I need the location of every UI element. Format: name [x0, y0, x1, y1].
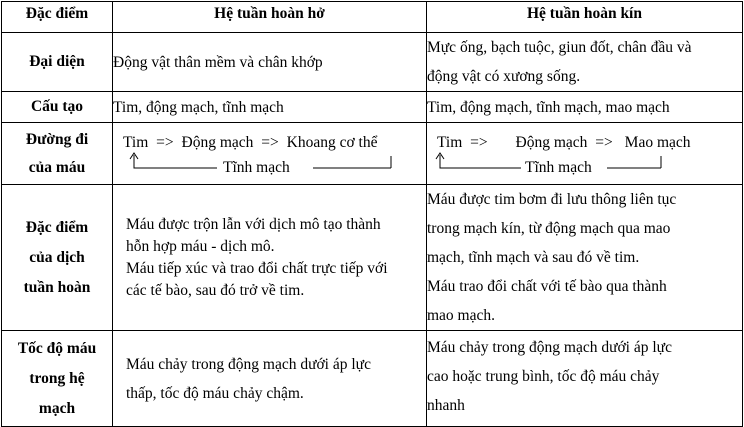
open-circulating-fluid	[113, 185, 427, 331]
header-row	[2, 2, 743, 33]
row-blood-path	[2, 123, 743, 185]
closed-circulating-fluid-line: mao mạch.	[427, 307, 496, 324]
comparison-table	[1, 1, 743, 427]
closed-blood-speed-line: Máu chảy trong động mạch dưới áp lực	[427, 339, 672, 356]
closed-circulating-fluid-line: Máu trao đổi chất với tế bào qua thành	[427, 278, 667, 295]
label-representatives: Đại diện	[2, 33, 113, 92]
row-structure	[2, 92, 743, 123]
closed-flow-capillary: Mao mạch	[624, 133, 691, 151]
label-circulating-fluid-line: tuần hoàn	[23, 278, 91, 296]
closed-representatives-line: động vật có xương sống.	[427, 68, 581, 85]
closed-flow-arrow-1: =>	[470, 133, 488, 151]
closed-structure: Tim, động mạch, tĩnh mạch, mao mạch	[427, 92, 743, 123]
open-flow-arrow-2: =>	[261, 133, 279, 151]
label-circulating-fluid-line: Đặc điểm	[25, 218, 89, 236]
label-blood-path	[2, 123, 113, 185]
closed-blood-speed-line: cao hoặc trung bình, tốc độ máu chảy	[427, 368, 660, 385]
closed-flow-artery: Động mạch	[515, 133, 588, 151]
label-blood-speed-line: Tốc độ máu	[17, 339, 97, 357]
header-feature: Đặc điểm	[2, 2, 113, 33]
open-flow-vein: Tĩnh mạch	[223, 158, 290, 176]
open-circulating-fluid-line: Máu tiếp xúc và trao đổi chất trực tiếp với	[126, 259, 388, 277]
header-open-system: Hệ tuần hoàn hở	[113, 2, 427, 33]
header-closed-system: Hệ tuần hoàn kín	[427, 2, 743, 33]
closed-blood-speed-line: nhanh	[427, 397, 465, 414]
label-blood-speed-line: trong hệ	[29, 369, 85, 387]
closed-flow-vein: Tĩnh mạch	[525, 158, 592, 176]
label-blood-path-line: của máu	[28, 158, 86, 176]
open-circulating-fluid-line: các tế bào, sau đó trở về tim.	[126, 281, 305, 299]
closed-representatives	[427, 33, 743, 92]
label-blood-path-line: Đường đi	[25, 130, 89, 148]
label-structure: Cấu tạo	[2, 92, 113, 123]
closed-circulating-fluid-line: Máu được tim bơm đi lưu thông liên tục	[427, 191, 677, 208]
closed-circulating-fluid	[427, 185, 743, 331]
open-blood-speed	[113, 331, 427, 427]
open-flow-arrow-1: =>	[156, 133, 174, 151]
closed-flow-arrow-2: =>	[595, 133, 613, 151]
open-circulating-fluid-line: hỗn hợp máu - dịch mô.	[126, 237, 275, 255]
row-representatives	[2, 33, 743, 92]
row-circulating-fluid	[2, 185, 743, 331]
open-blood-speed-line: Máu chảy trong động mạch dưới áp lực	[126, 355, 371, 373]
closed-circulating-fluid-line: trong mạch kín, từ động mạch qua mao	[427, 220, 671, 237]
open-circulating-fluid-line: Máu được trộn lẫn với dịch mô tạo thành	[126, 215, 381, 233]
label-circulating-fluid	[2, 185, 113, 331]
closed-return-arrow	[427, 126, 743, 188]
open-structure: Tim, động mạch, tĩnh mạch	[113, 92, 427, 123]
closed-flow-diagram	[427, 126, 742, 182]
closed-blood-path	[427, 123, 743, 185]
open-representatives: Động vật thân mềm và chân khớp	[113, 33, 427, 92]
label-blood-speed-line: mạch	[38, 399, 76, 417]
closed-circulating-fluid-line: mạch, tĩnh mạch và sau đó về tim.	[427, 249, 640, 266]
closed-flow-heart: Tim	[437, 133, 463, 151]
closed-representatives-line: Mực ống, bạch tuộc, giun đốt, chân đầu và	[427, 39, 692, 56]
open-return-arrow	[113, 126, 427, 188]
open-flow-cavity: Khoang cơ thể	[286, 133, 378, 151]
label-circulating-fluid-line: của dịch	[29, 248, 85, 266]
open-flow-diagram	[113, 126, 426, 182]
open-blood-path	[113, 123, 427, 185]
row-blood-speed	[2, 331, 743, 427]
open-flow-heart: Tim	[123, 133, 149, 151]
open-flow-artery: Động mạch	[181, 133, 254, 151]
closed-blood-speed	[427, 331, 743, 427]
label-blood-speed	[2, 331, 113, 427]
open-blood-speed-line: thấp, tốc độ máu chảy chậm.	[126, 384, 304, 402]
